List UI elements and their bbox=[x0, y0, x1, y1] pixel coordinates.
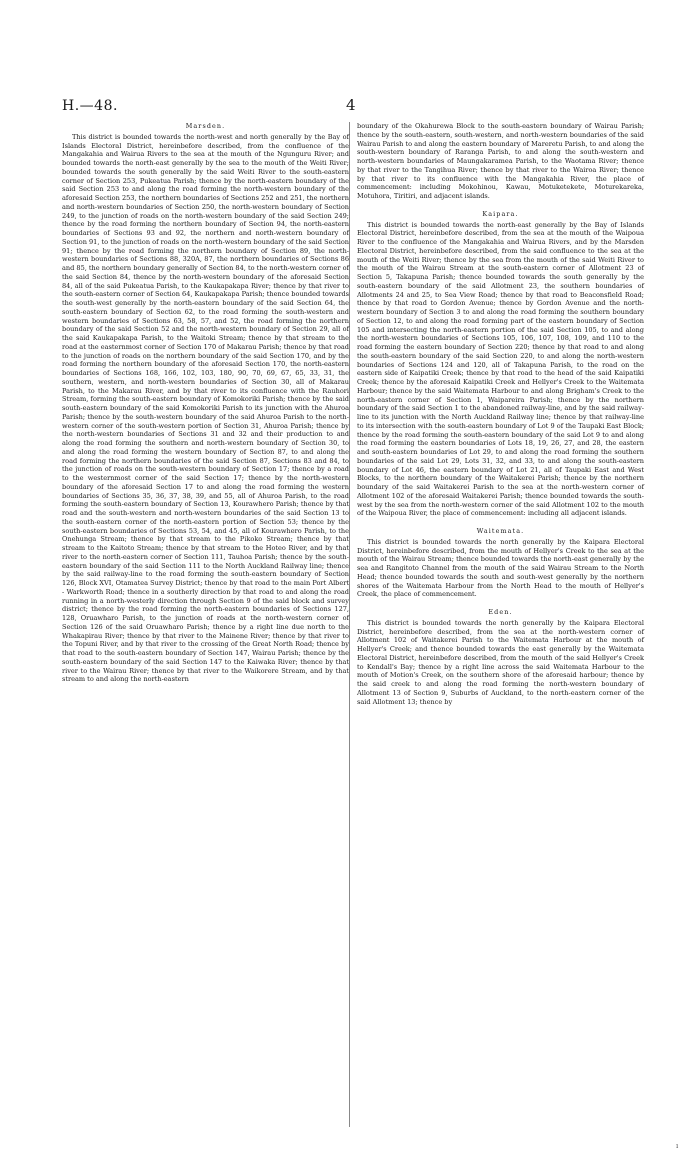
section-text-waitemata: This district is bounded towards the north generally by the Kaipara Electoral District, hereinbefore described, from the mouth of Hellyer's Creek to the sea at the mouth of the Wairau Stream; thence bounded towards the north-east generally by the sea and Rangitoto Channel from the mouth of the said Wairau Stream to the North Head; thence bounded towards the south and south-west generally by the northern shores of the Waitemata Harbour from the North Head to the mouth of Hellyer's Creek, the place of commencement. bbox=[357, 537, 644, 599]
section-text-marsden: This district is bounded towards the north-west and north generally by the Bay of Islands Electoral District, hereinbefore described, from the confluence of the Mangakahia and Wairua Rivers to the sea at the mouth of the Ngunguru River; and bounded towards the north-east generally by the sea to the mouth of the Weiti River; bounded towards the south generally by the said Weiti River to the south-eastern corner of Section 253, Pukeatua Parish; thence by the north-eastern boundary of the said Section 253 to and along the road forming the north-western boundary of the aforesaid Section 253, the northern boundaries of Sections 252 and 251, the northern and north-western boundaries of Section 250, the north-western boundary of Section 249, to the junction of roads on the north-western boundary of the said Section 249; thence by the road forming the northern boundary of Section 94, the north-eastern boundaries of Sections 93 and 92, the northern and north-western boundary of Section 91, to the junction of roads on the north-western boundary of the said Section 91; thence by the road forming the northern boundary of Section 89, the north-western boundaries of Sections 88, 320A, 87, the northern boundaries of Sections 86 and 85, the northern boundary generally of Section 84, to the north-western corner of the said Section 84, thence by the north-western boundary of the aforesaid Section 84, all of the said Pukeatua Parish, to the Kaukapakapa River; thence by that river to the south-eastern corner of Section 64, Kaukapakapa Parish; thence bounded towards the south-west generally by the north-eastern boundary of the said Section 64, the south-eastern boundary of Section 62, to the road forming the south-western and western boundaries of Sections 63, 58, 57, and 52, the road forming the northern boundary of the said Section 52 and the north-western boundary of Section 29, all of the said Kaukapakapa Parish, to the Waitoki Stream; thence by that stream to the road at the easternmost corner of Section 170 of Makarau Parish; thence by that road to the junction of roads on the northern boundary of the said Section 170, and by the road forming the northern boundary of the aforesaid Section 170, the north-eastern boundaries of Sections 168, 166, 102, 103, 180, 90, 70, 69, 67, 65, 33, 31, the southern, western, and north-western boundaries of Section 30, all of Makarau Parish, to the Makarau River, and by that river to its confluence with the Rauhori Stream, forming the south-eastern boundary of Komokoriki Parish; thence by the said south-eastern boundary of the said Komokoriki Parish to its junction with the Ahuroa Parish; thence by the south-western boundary of the said Ahuroa Parish to the north-western corner of the south-western portion of Section 31, Ahuroa Parish; thence by the north-western boundaries of Sections 31 and 32 and their production to and along the road forming the southern and north-western boundary of Section 30, to and along the road forming the western boundary of Section 87, to and along the road forming the northern boundaries of the said Section 87, Sections 83 and 84, to the junction of roads on the south-western boundary of Section 17; thence by a road to the westernmost corner of the said Section 17; thence by the north-western boundary of the aforesaid Section 17 to and along the road forming the western boundaries of Sections 35, 36, 37, 38, 39, and 55, all of Ahuroa Parish, to the road forming the south-eastern boundary of Section 13, Kourawhero Parish; thence by that road and the south-western and north-western boundaries of the said Section 13 to the south-eastern corner of the north-eastern portion of Section 53; thence by the south-eastern boundaries of Sections 53, 54, and 45, all of Kourawhero Parish, to the Onehunga Stream; thence by that stream to the Pikoko Stream; thence by that stream to the Kaitoto Stream; thence by that stream to the Hoteo River, and by that river to the north-eastern corner of Section 111, Tauhoa Parish; thence by the south-eastern boundary of the said Section 111 to the North Auckland Railway line; thence by the said railway-line to the road forming the south-eastern boundary of Section 126, Block XVI, Otamatea Survey District; thence by that road to the main Port Albert - Warkworth Road; thence in a southerly direction by that road to and along the road running in a north-westerly direction through Section 9 of the said block and survey district; thence by the road forming the north-eastern boundaries of Sections 127, 128, Oruawharo Parish, to the junction of roads at the north-western corner of Section 126 of the said Oruawharo Parish; thence by a right line due north to the Whakapirau River; thence by that river to the Mainene River; thence by that river to the Topuni River, and by that river to the crossing of the Great North Road; thence by that road to the south-eastern boundary of Section 147, Wairau Parish; thence by the south-eastern boundary of the said Section 147 to the Kaiwaka River; thence by that river to the Wairau River; thence by that river to the Waikorere Stream, and by that stream to and along the north-eastern bbox=[62, 132, 349, 684]
document-reference: H.—48. bbox=[62, 98, 118, 114]
column-divider bbox=[349, 122, 350, 1127]
section-text-eden: This district is bounded towards the north generally by the Kaipara Electoral District, hereinbefore described, from the sea at the north-western corner of Allotment 102 of Waitakerei Parish to the Waitemata Harbour at the mouth of Hellyer's Creek; and thence bounded towards the east generally by the Waitemata Electoral District, hereinbefore described, from the mouth of the said Hellyer's Creek to Kendall's Bay; thence by a right line across the said Waitemata Harbour to the mouth of Motion's Creek, on the southern shore of the aforesaid harbour; thence by the said creek to and along the road forming the north-western boundary of Allotment 13 of Section 9, Suburbs of Auckland, to the north-eastern corner of the said Allotment 13; thence by bbox=[357, 618, 644, 706]
section-heading-waitemata: Waitemata. bbox=[476, 527, 525, 535]
page-number: 4 bbox=[346, 96, 356, 114]
footer-mark: ı bbox=[676, 1142, 679, 1150]
section-heading-eden: Eden. bbox=[488, 608, 513, 616]
section-text-marsden-continued: boundary of the Okahurewa Block to the south-eastern boundary of Wairau Parish; thence by the south-eastern, south-western, and north-western boundaries of the said Wairau Parish to and along the eastern boundary of Mareretu Parish, to and along the south-western boundary of Raranga Parish, to and along the south-western and north-western boundaries of Maungakaramea Parish, to the Waotama River; thence by that river to the Tangihua River; thence by that river to the Wairoa River; thence by that river to its confluence with the Mangakahia River, the place of commencement: including Mokohinou, Kawau, Motuketekete, Moturekareka, Motuhora, Tiritiri, and adjacent islands. bbox=[357, 122, 644, 200]
left-column bbox=[62, 122, 349, 684]
section-heading-marsden: Marsden. bbox=[185, 122, 226, 130]
right-column bbox=[357, 122, 644, 706]
section-heading-kaipara: Kaipara. bbox=[482, 209, 519, 218]
section-text-kaipara: This district is bounded towards the north-east generally by the Bay of Islands Electoral District, hereinbefore described, from the sea at the mouth of the Waipoua River to the confluence of the Mangakahia and Wairua Rivers, and by the Marsden Electoral District, hereinbefore described, from the said confluence to the sea at the mouth of the Weiti River; thence by the sea from the mouth of the said Weiti River to the mouth of the Wairau Stream at the south-eastern corner of Allotment 23 of Section 5, Takapuna Parish; thence bounded towards the south generally by the south-eastern boundary of the said Allotment 23, the southern boundaries of Allotments 24 and 25, to Sea View Road; thence by that road to Beaconsfield Road; thence by that road to Gordon Avenue; thence by Gordon Avenue and the north-western boundary of Section 3 to and along the road forming the southern boundary of Section 12, to and along the road forming part of the eastern boundary of Section 105 and intersecting the north-eastern portion of the said Section 105, to and along the north-western boundaries of Sections 105, 106, 107, 108, 109, and 110 to the road forming the eastern boundary of Section 220; thence by that road to and along the south-eastern boundary of the said Section 220, to and along the north-western boundaries of Sections 124 and 120, all of Takapuna Parish, to the road on the eastern side of Kaipatiki Creek; thence by that road to the head of the said Kaipatiki Creek; thence by the aforesaid Kaipatiki Creek and Hellyer's Creek to the Waitemata Harbour; thence by the said Waitemata Harbour to and along Brigham's Creek to the north-eastern corner of Section 1, Waipareira Parish; thence by the northern boundary of the said Section 1 to the abandoned railway-line, and by the said railway-line to its junction with the North Auckland Railway line; thence by that railway-line to its intersection with the south-eastern boundary of Lot 9 of the Taupaki East Block; thence by the road forming the south-eastern boundary of the said Lot 9 to and along the road forming the eastern boundaries of Lots 18, 19, 26, 27, and 28, the eastern and south-eastern boundaries of Lot 29, to and along the road forming the southern boundaries of the said Lot 29, Lots 31, 32, and 33, to and along the south-eastern boundary of Lot 46, the eastern boundary of Lot 21, all of Taupaki East and West Blocks, to the northern boundary of the Waitakerei Parish; thence by the northern boundary of the said Waitakerei Parish to the sea at the north-western corner of Allotment 102 of the aforesaid Waitakerei Parish; thence bounded towards the south-west by the sea from the north-western corner of the said Allotment 102 to the mouth of the Waipoua River, the place of commencement: including all adjacent islands. bbox=[357, 220, 644, 518]
